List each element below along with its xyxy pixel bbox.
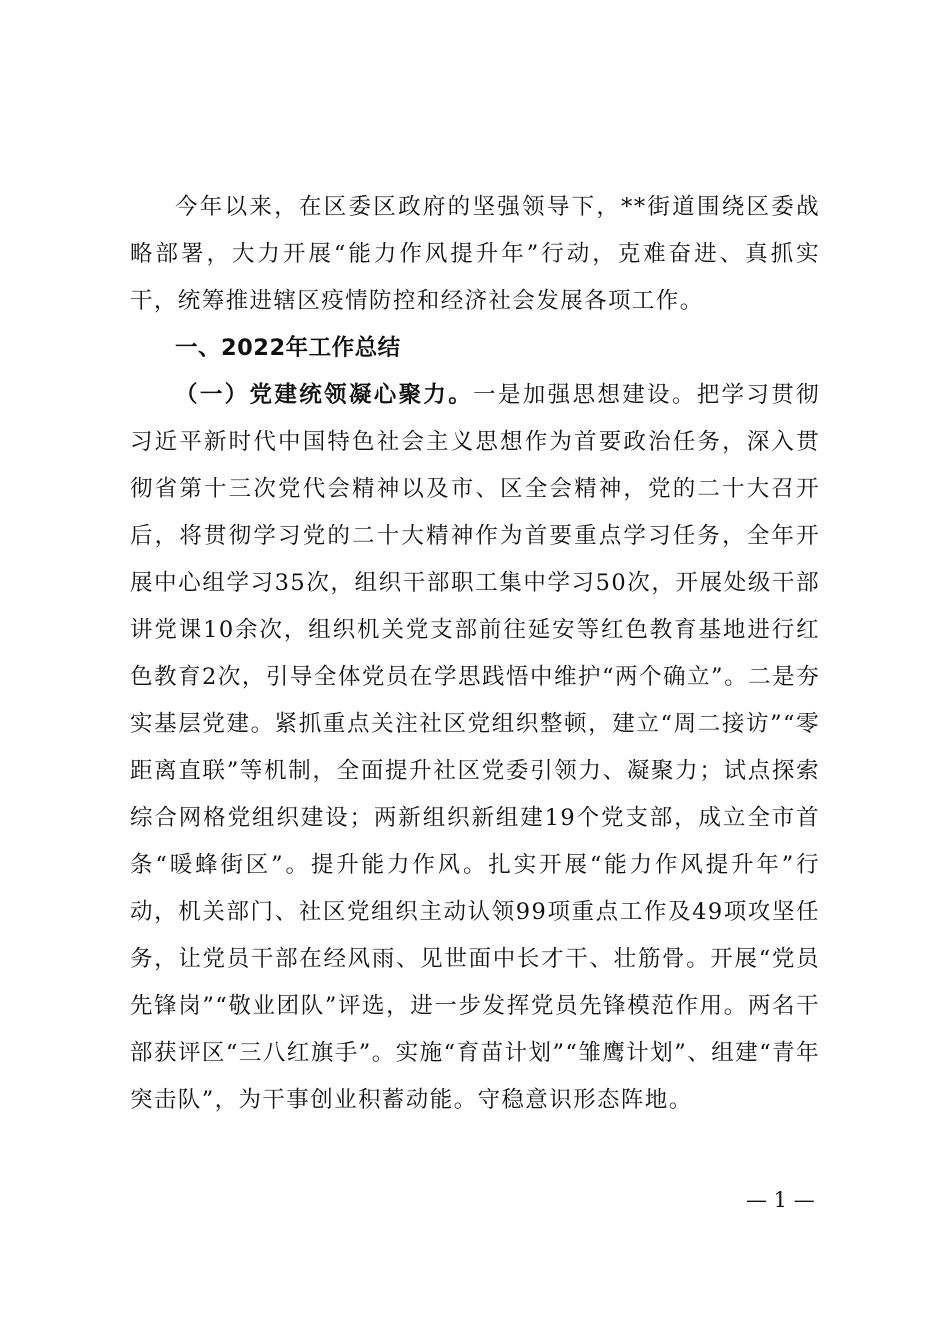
intro-paragraph: 今年以来，在区委区政府的坚强领导下，**街道围绕区委战略部署，大力开展“能力作风提升年”行动，克难奋进、真抓实干，统筹推进辖区疫情防控和经济社会发展各项工作。	[130, 194, 820, 314]
subsection-title: （一）党建统领凝心聚力。	[175, 382, 474, 408]
section-heading: 一、2022年工作总结	[175, 335, 401, 361]
document-body	[130, 184, 820, 1124]
page-number: — 1 —	[746, 1188, 815, 1212]
subsection-paragraph	[130, 372, 820, 1124]
subsection-body: 一是加强思想建设。把学习贯彻习近平新时代中国特色社会主义思想作为首要政治任务，深入贯彻省第十三次党代会精神以及市、区全会精神，党的二十大召开后，将贯彻学习党的二十大精神作为首要重点学习任务，全年开展中心组学习35次，组织干部职工集中学习50次，开展处级干部讲党课10余次，组织机关党支部前往延安等红色教育基地进行红色教育2次，引导全体党员在学思践悟中维护“两个确立”。二是夯实基层党建。紧抓重点关注社区党组织整顿，建立“周二接访”“零距离直联”等机制，全面提升社区党委引领力、凝聚力；试点探索综合网格党组织建设；两新组织新组建19个党支部，成立全市首条“暖蜂街区”。提升能力作风。扎实开展“能力作风提升年”行动，机关部门、社区党组织主动认领99项重点工作及49项攻坚任务，让党员干部在经风雨、见世面中长才干、壮筋骨。开展“党员先锋岗”“敬业团队”评选，进一步发挥党员先锋模范作用。两名干部获评区“三八红旗手”。实施“育苗计划”“雏鹰计划”、组建“青年突击队”，为干事创业积蓄动能。守稳意识形态阵地。	[130, 382, 820, 1113]
